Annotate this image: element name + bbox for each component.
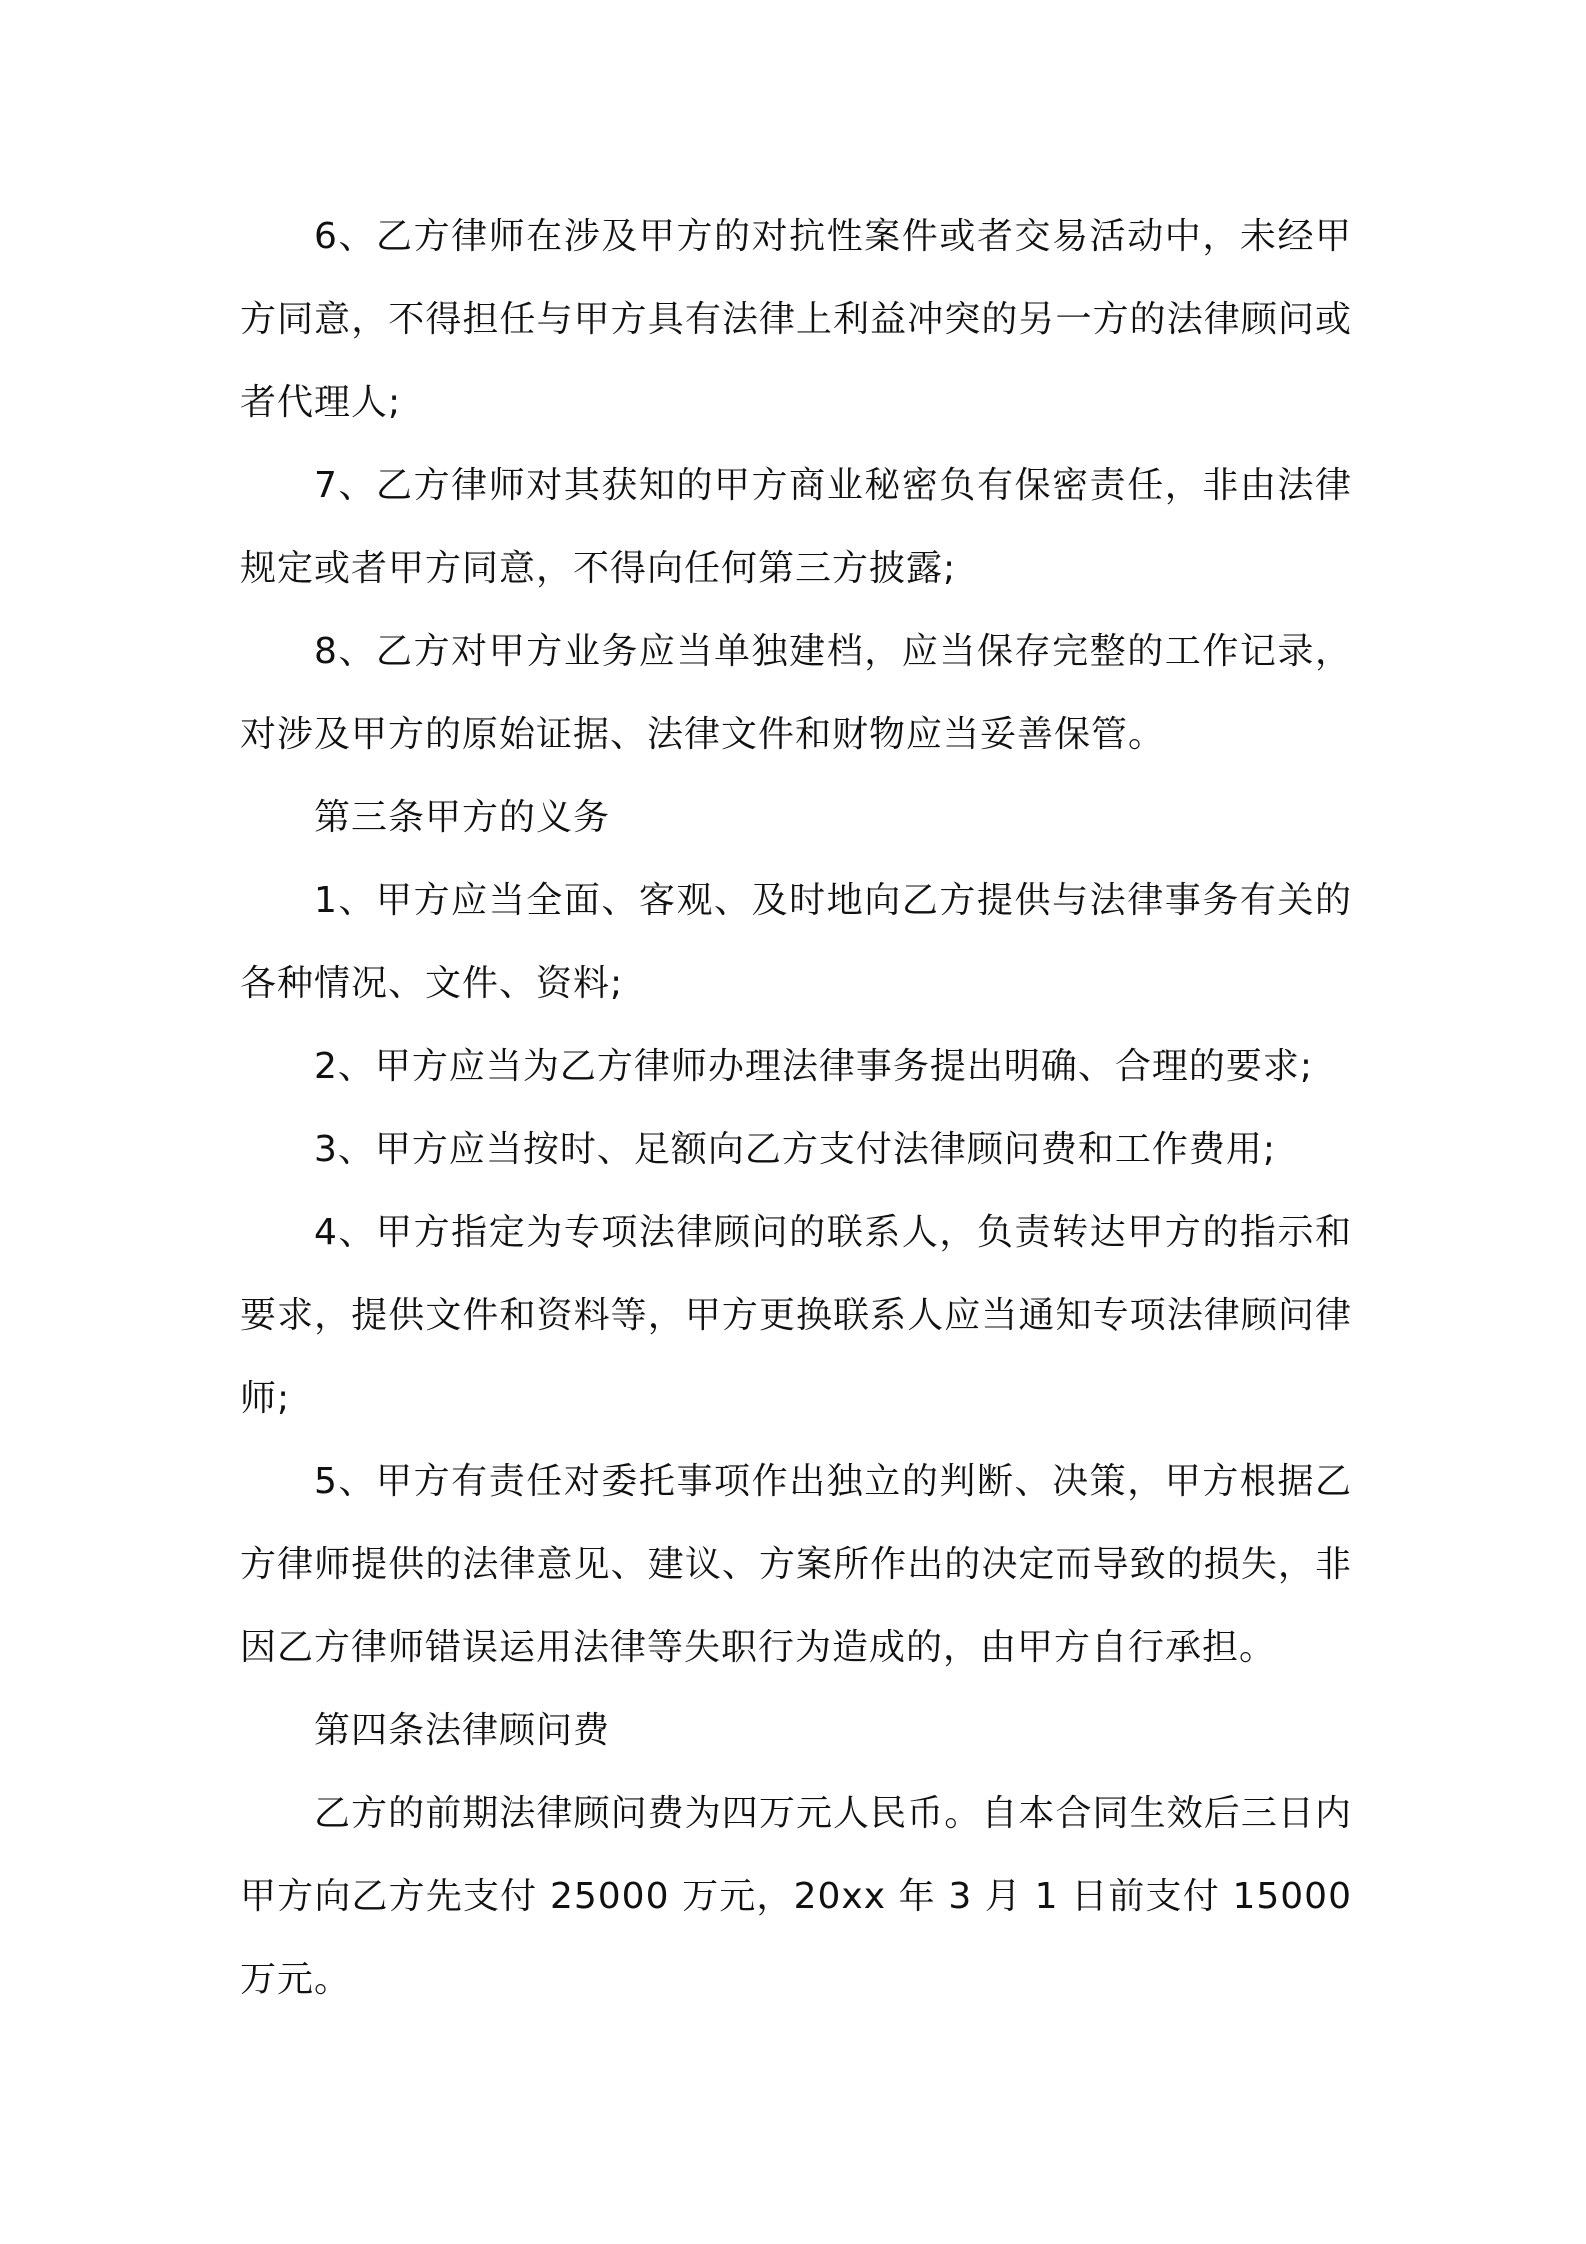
clause-paragraph: 2、甲方应当为乙方律师办理法律事务提出明确、合理的要求;: [314, 1046, 1314, 1087]
clause-paragraph: 6、乙方律师在涉及甲方的对抗性案件或者交易活动中，未经甲方同意，不得担任与甲方具有法律上利益冲突的另一方的法律顾问或者代理人;: [240, 216, 1352, 423]
clause-paragraph: 3、甲方应当按时、足额向乙方支付法律顾问费和工作费用;: [314, 1129, 1277, 1170]
clause-paragraph: 4、甲方指定为专项法律顾问的联系人，负责转达甲方的指示和要求，提供文件和资料等，甲方更换联系人应当通知专项法律顾问律师;: [240, 1212, 1352, 1419]
clause-paragraph: 7、乙方律师对其获知的甲方商业秘密负有保密责任，非由法律规定或者甲方同意，不得向任何第三方披露;: [240, 465, 1352, 589]
section-heading: 第三条甲方的义务: [314, 797, 611, 838]
clause-paragraph: 5、甲方有责任对委托事项作出独立的判断、决策，甲方根据乙方律师提供的法律意见、建议、方案所作出的决定而导致的损失，非因乙方律师错误运用法律等失职行为造成的，由甲方自行承担。: [240, 1461, 1352, 1668]
section-heading: 第四条法律顾问费: [314, 1710, 611, 1751]
clause-paragraph: 1、甲方应当全面、客观、及时地向乙方提供与法律事务有关的各种情况、文件、资料;: [240, 880, 1352, 1004]
document-body: [240, 195, 1352, 2021]
clause-paragraph: 乙方的前期法律顾问费为四万元人民币。自本合同生效后三日内甲方向乙方先支付 25000 万元，20xx 年 3 月 1 日前支付 15000 万元。: [240, 1793, 1352, 2000]
clause-paragraph: 8、乙方对甲方业务应当单独建档，应当保存完整的工作记录，对涉及甲方的原始证据、法律文件和财物应当妥善保管。: [240, 631, 1352, 755]
